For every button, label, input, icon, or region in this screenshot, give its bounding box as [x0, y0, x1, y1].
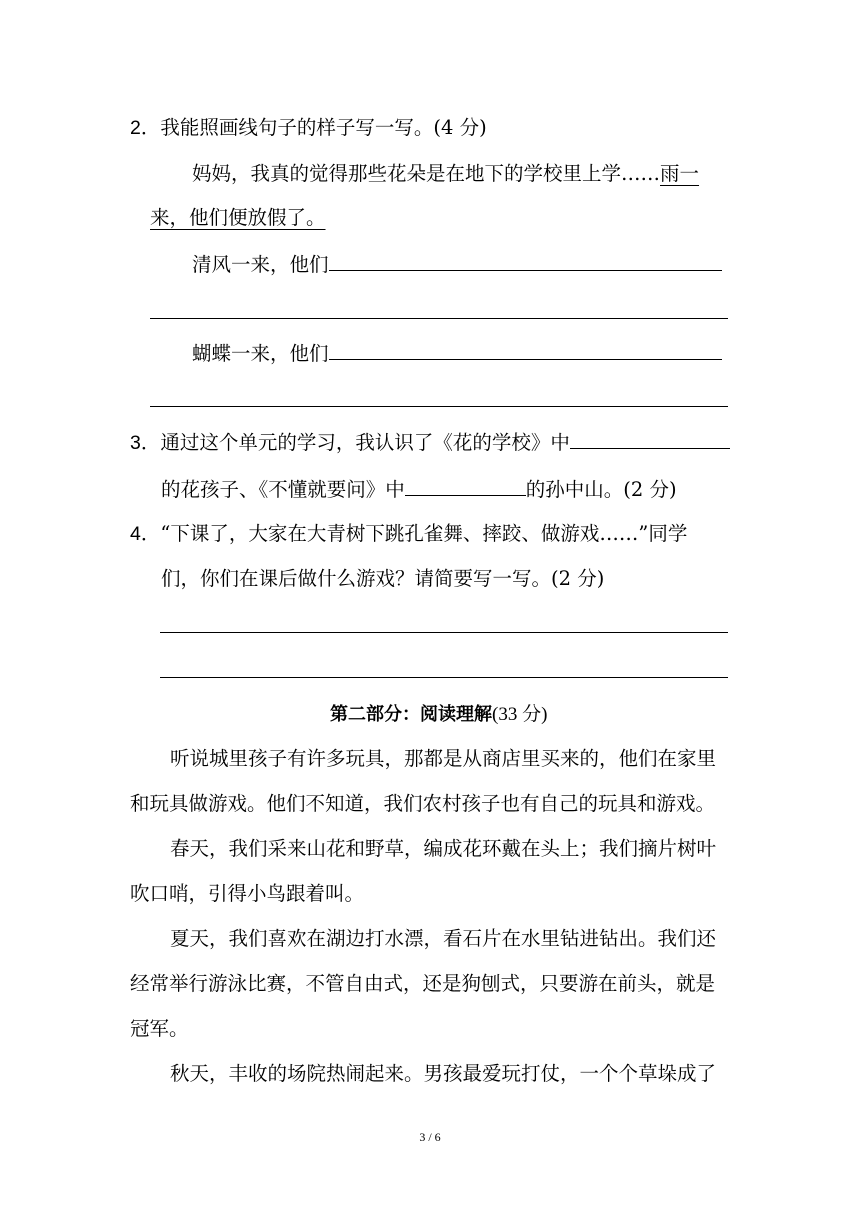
answer-line-q4-2[interactable] [160, 677, 728, 678]
passage-line: 春天，我们采来山花和野草，编成花环戴在头上；我们摘片树叶 [170, 837, 717, 860]
answer-line-hudie-continued[interactable] [150, 406, 728, 407]
fill-line-hudie [192, 341, 722, 366]
section-title [330, 703, 547, 727]
question-3-line-1: 3．通过这个单元的学习，我认识了《花的学校》中 [130, 430, 730, 455]
example-sentence-line-2 [150, 206, 326, 230]
passage-line: 听说城里孩子有许多玩具，那都是从商店里买来的，他们在家里 [170, 747, 717, 770]
passage-line: 吹口哨，引得小鸟跟着叫。 [130, 882, 365, 905]
passage-line: 夏天，我们喜欢在湖边打水漂，看石片在水里钻进钻出。我们还 [170, 927, 717, 950]
fill-line-qingfeng [192, 252, 722, 277]
question-2-prompt: 2．我能照画线句子的样子写一写。(4 分) [130, 116, 487, 139]
answer-blank-ask-questions[interactable] [405, 477, 526, 496]
question-2-number: 2 [130, 117, 141, 139]
page-number: 3 / 6 [419, 1130, 441, 1144]
question-4-text-a: “下课了，大家在大青树下跳孔雀舞、摔跤、做游戏……”同学 [160, 522, 688, 545]
example-underlined-part-2: 来，他们便放假了。 [150, 206, 326, 229]
passage-line: 和玩具做游戏。他们不知道，我们农村孩子也有自己的玩具和游戏。 [130, 792, 716, 815]
question-2-text: 我能照画线句子的样子写一写。(4 分) [160, 116, 487, 139]
passage-line: 秋天，丰收的场院热闹起来。男孩最爱玩打仗，一个个草垛成了 [170, 1062, 717, 1085]
example-underlined-part-1: 雨一 [660, 162, 700, 185]
example-plain: 妈妈，我真的觉得那些花朵是在地下的学校里上学…… [192, 162, 661, 185]
question-4-text-b: 们，你们在课后做什么游戏？请简要写一写。(2 分) [161, 567, 605, 590]
question-3-line-2 [161, 477, 677, 502]
fill-prefix-qingfeng: 清风一来，他们 [192, 253, 329, 276]
answer-line-qingfeng-continued[interactable] [150, 318, 728, 319]
passage-line: 冠军。 [130, 1017, 189, 1040]
answer-blank-flower-school[interactable] [570, 430, 730, 449]
question-3-text-c: 的孙中山。(2 分) [525, 478, 677, 501]
question-4-number: 4 [130, 523, 141, 545]
question-3-text-b: 的花孩子、《不懂就要问》中 [161, 478, 405, 501]
answer-blank-qingfeng[interactable] [329, 252, 722, 271]
answer-blank-hudie[interactable] [329, 341, 722, 360]
answer-line-q4-1[interactable] [160, 632, 728, 633]
fill-prefix-hudie: 蝴蝶一来，他们 [192, 342, 329, 365]
example-sentence-line-1 [192, 162, 699, 186]
passage-line: 经常举行游泳比赛，不管自由式，还是狗刨式，只要游在前头，就是 [130, 972, 716, 995]
question-4-line-1: 4．“下课了，大家在大青树下跳孔雀舞、摔跤、做游戏……”同学 [130, 522, 688, 545]
section-title-text: 第二部分：阅读理解 [330, 704, 492, 725]
question-3-text-a: 通过这个单元的学习，我认识了《花的学校》中 [160, 431, 570, 454]
section-points: (33 分) [492, 704, 548, 725]
question-3-number: 3 [130, 432, 141, 454]
question-4-line-2 [161, 567, 604, 591]
